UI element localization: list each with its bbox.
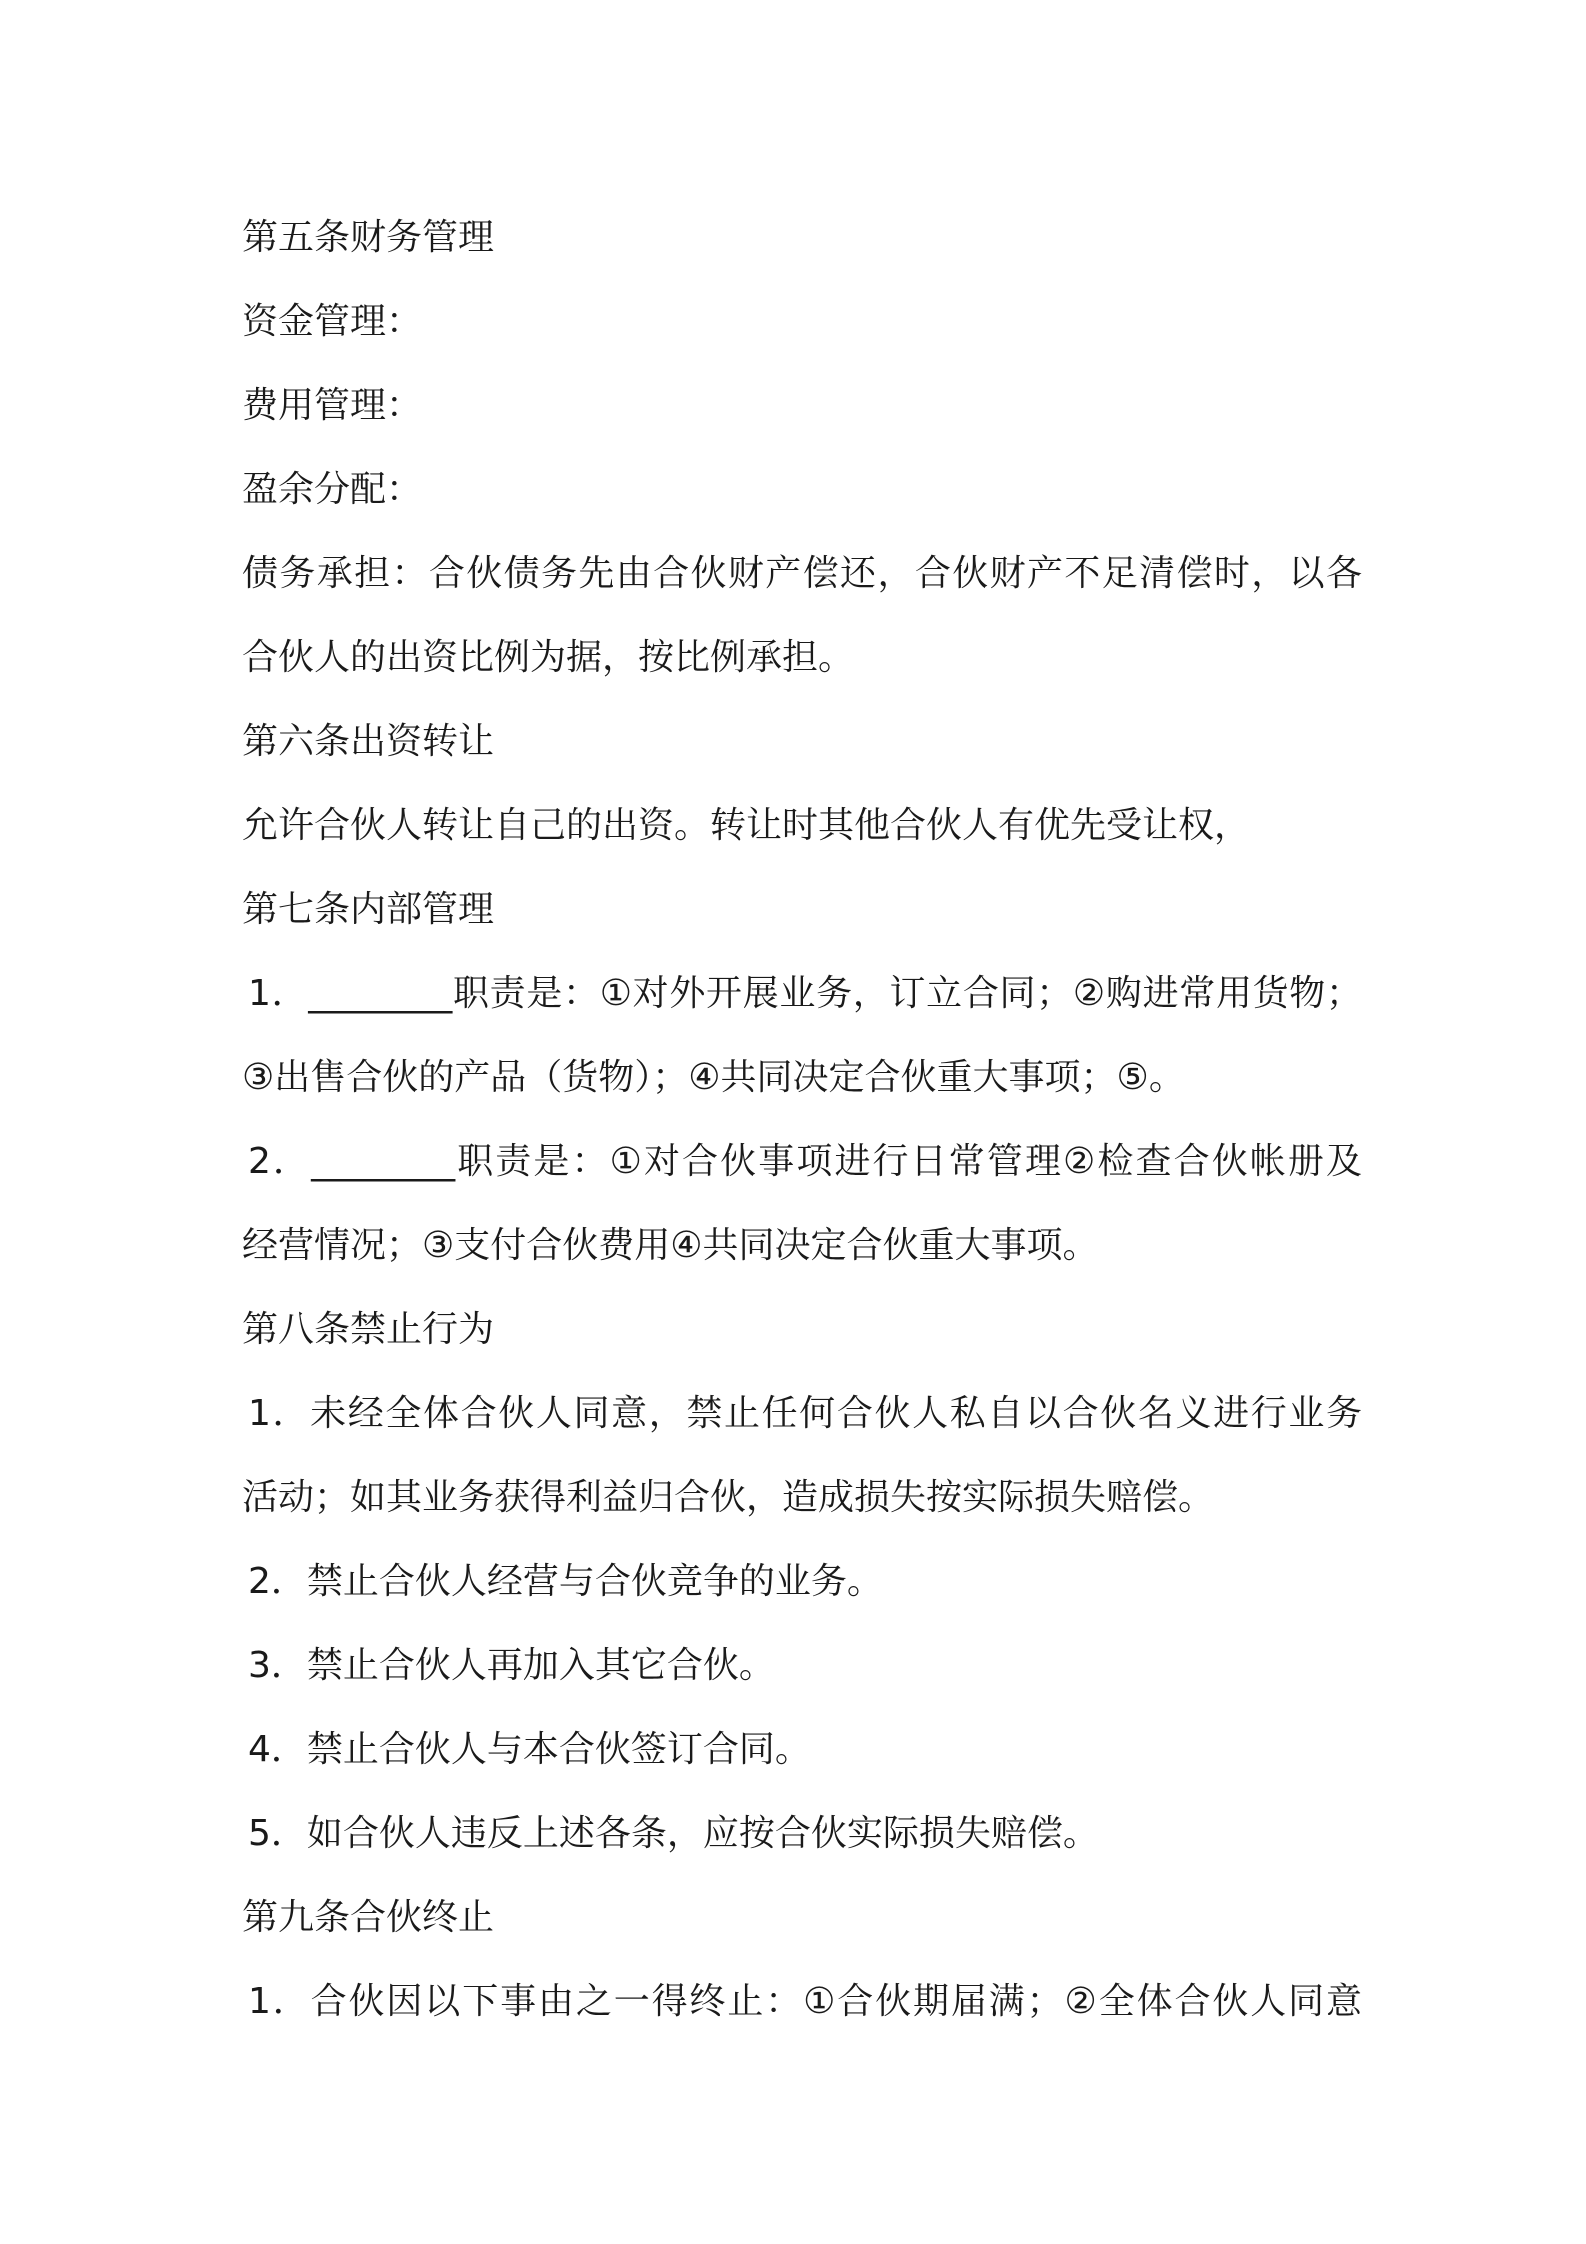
text-line: 盈余分配： (242, 469, 423, 510)
text-line: 资金管理： (242, 301, 423, 342)
text-line: 合伙人的出资比例为据，按比例承担。 (242, 637, 855, 678)
text-line: 4．禁止合伙人与本合伙签订合同。 (248, 1729, 811, 1770)
text-line: 活动；如其业务获得利益归合伙，造成损失按实际损失赔偿。 (242, 1477, 1215, 1518)
heading-article-7: 第七条内部管理 (242, 889, 495, 930)
heading-article-5: 第五条财务管理 (242, 217, 495, 258)
text-line: 费用管理： (242, 385, 423, 426)
text-line: 1．________职责是：①对外开展业务，订立合同；②购进常用货物； (248, 973, 1362, 1014)
text-line: 2．禁止合伙人经营与合伙竞争的业务。 (248, 1561, 883, 1602)
text-line: 1．合伙因以下事由之一得终止：①合伙期届满；②全体合伙人同意 (248, 1981, 1362, 2022)
text-line: 2．________职责是：①对合伙事项进行日常管理②检查合伙帐册及 (248, 1141, 1362, 1182)
text-line: 3．禁止合伙人再加入其它合伙。 (248, 1645, 775, 1686)
heading-article-6: 第六条出资转让 (242, 721, 495, 762)
heading-article-8: 第八条禁止行为 (242, 1309, 495, 1350)
text-line: 5．如合伙人违反上述各条，应按合伙实际损失赔偿。 (248, 1813, 1099, 1854)
text-line: 经营情况；③支付合伙费用④共同决定合伙重大事项。 (242, 1225, 1099, 1266)
text-line: 允许合伙人转让自己的出资。转让时其他合伙人有优先受让权， (242, 805, 1251, 846)
heading-article-9: 第九条合伙终止 (242, 1897, 495, 1938)
text-line: 1．未经全体合伙人同意，禁止任何合伙人私自以合伙名义进行业务 (248, 1393, 1362, 1434)
text-line: 债务承担：合伙债务先由合伙财产偿还，合伙财产不足清偿时，以各 (242, 553, 1362, 594)
document-body (242, 196, 1362, 2044)
text-line: ③出售合伙的产品（货物）；④共同决定合伙重大事项；⑤。 (242, 1057, 1185, 1098)
